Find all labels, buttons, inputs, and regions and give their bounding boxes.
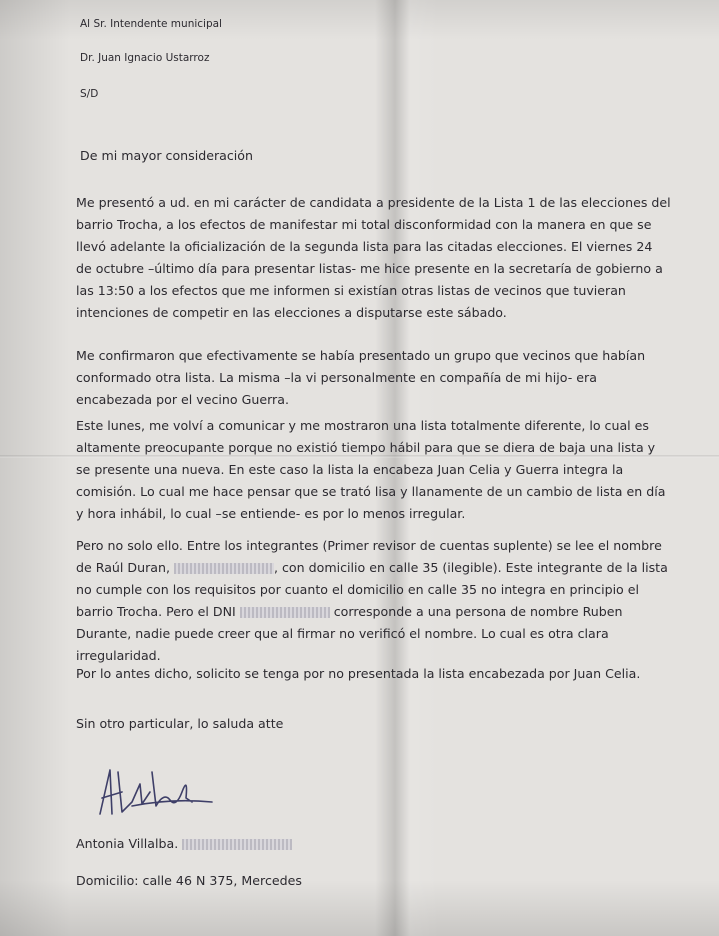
redacted-dni-2 xyxy=(240,607,330,618)
paragraph-2: Me confirmaron que efectivamente se había presentado un grupo que vecinos que habían conformado otra lista. La misma –la vi personalmente en compañía de mi hijo- era encabezada por el vecino Guerra. xyxy=(76,348,646,407)
signer-address: Domicilio: calle 46 N 375, Mercedes xyxy=(76,873,302,888)
sd-label: S/D xyxy=(80,88,99,100)
recipient-title: Al Sr. Intendente municipal xyxy=(80,18,222,30)
closing: Sin otro particular, lo saluda atte xyxy=(76,716,284,731)
signer-line xyxy=(76,833,676,855)
handwritten-signature xyxy=(92,762,222,822)
paragraph-1: Me presentó a ud. en mi carácter de candidata a presidente de la Lista 1 de las elecciones del barrio Trocha, a los efectos de manifestar mi total disconformidad con la manera en que se llevó adelante la oficialización de la segunda lista para las citadas elecciones. El viernes 24 de octubre –último día para presentar listas- me hice presente en la secretaría de gobierno a las 13:50 a los efectos que me informen si existían otras listas de vecinos que tuvieran intenciones de competir en las elecciones a disputarse este sábado. xyxy=(76,195,671,320)
paragraph-3: Este lunes, me volví a comunicar y me mostraron una lista totalmente diferente, lo cual es altamente preocupante porque no existió tiempo hábil para que se diera de baja una lista y se presente una nueva. En este caso la lista la encabeza Juan Celia y Guerra integra la comisión. Lo cual me hace pensar que se trató lisa y llanamente de un cambio de lista en día y hora inhábil, lo cual –se entiende- es por lo menos irregular. xyxy=(76,418,666,521)
paragraph-4 xyxy=(76,535,671,667)
paragraph-4-part-1: Pero no solo ello. Entre los integrantes (Primer revisor de cuentas suplente) se lee el nombre de Raúl Duran, xyxy=(76,538,662,575)
redacted-dni-1 xyxy=(174,563,274,574)
salutation: De mi mayor consideración xyxy=(80,148,253,163)
paragraph-4-part-2: , con domicilio en calle 35 (ilegible). Este integrante de la lista no cumple con los requisitos por cuanto el domicilio en calle 35 no integra en principio el barrio Trocha. Pero el DNI xyxy=(76,560,668,619)
signer-name: Antonia Villalba. xyxy=(76,836,179,851)
paragraph-5: Por lo antes dicho, solicito se tenga por no presentada la lista encabezada por Juan Celia. xyxy=(76,666,641,681)
redacted-signer-dni xyxy=(182,839,292,850)
paragraph-4-part-3: corresponde a una persona de nombre Ruben Durante, nadie puede creer que al firmar no verificó el nombre. Lo cual es otra clara irregularidad. xyxy=(76,604,623,663)
recipient-name: Dr. Juan Ignacio Ustarroz xyxy=(80,52,210,64)
